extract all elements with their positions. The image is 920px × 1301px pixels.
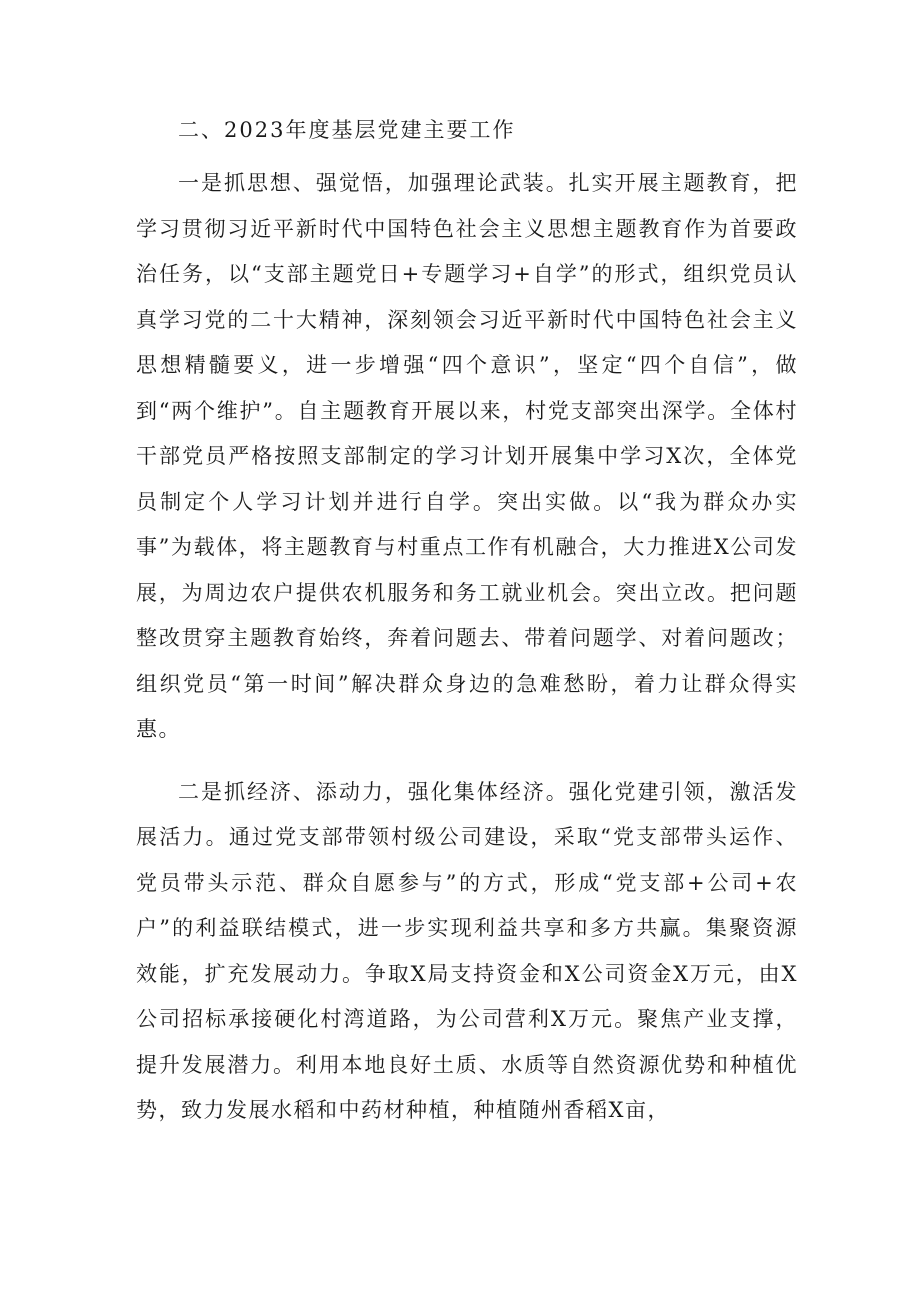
paragraph-economy: 二是抓经济、添动力，强化集体经济。强化党建引领，激活发展活力。通过党支部带领村级公司建设，采取“党支部带头运作、党员带头示范、群众自愿参与”的方式，形成“党支部+公司+农户”的利益联结模式，进一步实现利益共享和多方共赢。集聚资源效能，扩充发展动力。争取X局支持资金和X公司资金X万元，由X公司招标承接硬化村湾道路，为公司营利X万元。聚焦产业支撑，提升发展潜力。利用本地良好土质、水质等自然资源优势和种植优势，致力发展水稻和中药材种植，种植随州香稻X亩， (136, 779, 798, 1122)
section-heading: 二、2023年度基层党建主要工作 (178, 118, 516, 142)
document-body (136, 112, 798, 1134)
paragraph-ideology: 一是抓思想、强觉悟，加强理论武装。扎实开展主题教育，把学习贯彻习近平新时代中国特色社会主义思想主题教育作为首要政治任务，以“支部主题党日+专题学习+自学”的形式，组织党员认真学习党的二十大精神，深刻领会习近平新时代中国特色社会主义思想精髓要义，进一步增强“四个意识”，坚定“四个自信”，做到“两个维护”。自主题教育开展以来，村党支部突出深学。全体村干部党员严格按照支部制定的学习计划开展集中学习X次，全体党员制定个人学习计划并进行自学。突出实做。以“我为群众办实事”为载体，将主题教育与村重点工作有机融合，大力推进X公司发展，为周边农户提供农机服务和务工就业机会。突出立改。把问题整改贯穿主题教育始终，奔着问题去、带着问题学、对着问题改；组织党员“第一时间”解决群众身边的急难愁盼，着力让群众得实惠。 (136, 171, 798, 741)
